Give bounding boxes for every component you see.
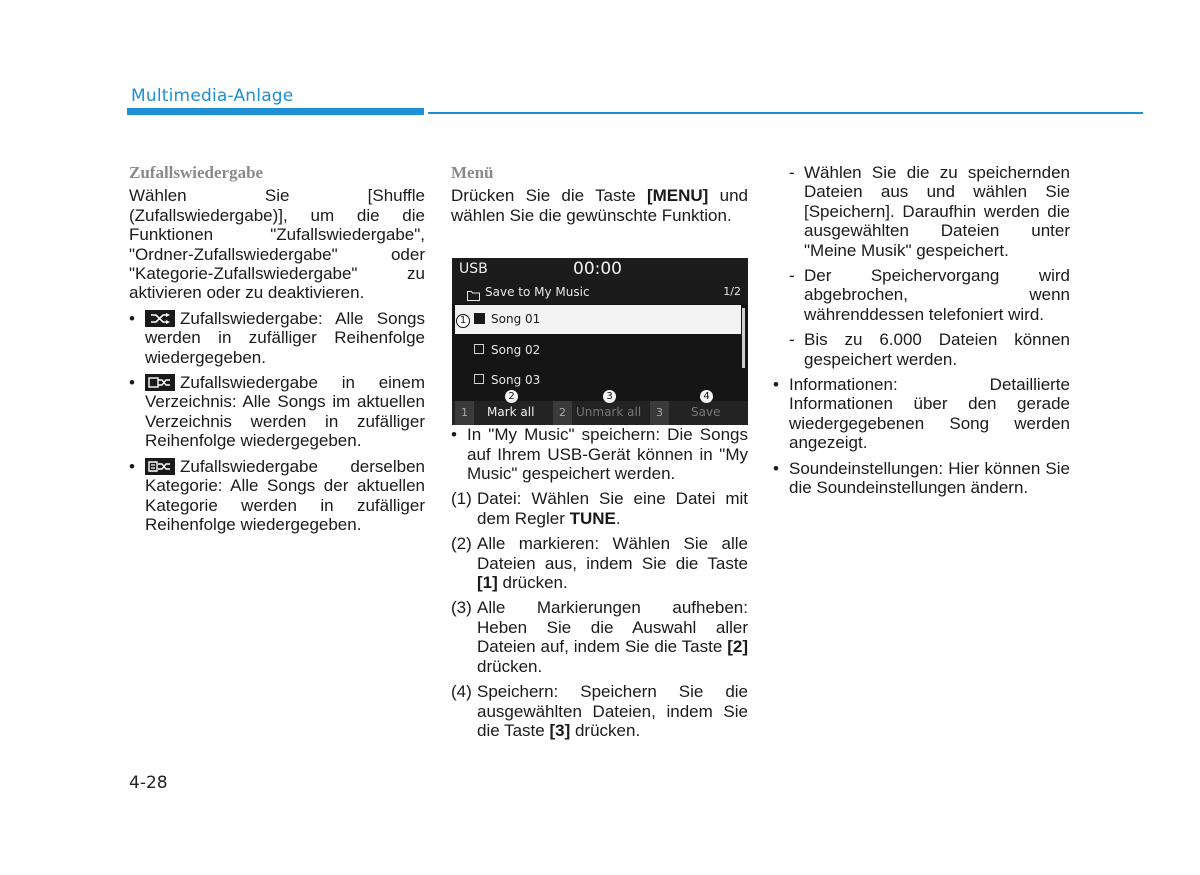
list-item: • Soundeinstellungen: Hier können Sie die Soundeinstellungen ändern. (773, 458, 1070, 498)
song-row-selected[interactable] (455, 305, 741, 334)
list-item: • Zufallswiedergabe: Alle Songs werden in zufälliger Reihenfolge wiedergegeben. (129, 308, 425, 367)
folder-icon (467, 286, 480, 305)
button-number: 1 (455, 401, 474, 425)
callout-number: 1 (456, 314, 470, 328)
checkbox-checked[interactable] (474, 313, 485, 324)
shuffle-all-text: Zufallswiedergabe: Alle Songs werden in zufälliger Reihenfolge wiedergegeben. (145, 308, 425, 367)
screen-scrollbar[interactable] (742, 308, 745, 368)
screen-folder-bar (452, 280, 748, 304)
column-shuffle (129, 163, 425, 540)
shuffle-category-text: Zufallswiedergabe derselben Kategorie: Alle Songs der aktuellen Kategorie werden in zufälliger Reihenfolge wiedergegeben. (145, 456, 425, 534)
list-item: - Wählen Sie die zu speichernden Dateien aus und wählen Sie [Speichern]. Daraufhin werden die ausgewählten Dateien unter "Meine Musik" gespeichert. (789, 163, 1070, 260)
screen-folder-name: Save to My Music (485, 285, 590, 299)
mark-all-button[interactable]: Mark all (487, 405, 535, 419)
song-label: Song 03 (491, 373, 541, 387)
song-label: Song 01 (491, 312, 541, 326)
song-row[interactable] (455, 366, 741, 395)
checkbox[interactable] (474, 344, 484, 354)
song-label: Song 02 (491, 343, 541, 357)
page-number: 4-28 (129, 773, 168, 793)
menu-intro: Drücken Sie die Taste [MENU] und wählen Sie die gewünschte Funktion. (451, 186, 748, 225)
list-item: - Bis zu 6.000 Dateien können gespeichert werden. (789, 330, 1070, 369)
section-title-shuffle: Zufallswiedergabe (129, 163, 264, 182)
column-continued (773, 163, 1070, 504)
callout-number: 2 (505, 390, 518, 403)
header-rule-thick (127, 108, 424, 115)
save-button[interactable]: Save (691, 405, 721, 419)
list-item: (4) Speichern: Speichern Sie die ausgewählten Dateien, indem Sie die Taste [3] drücken. (451, 682, 748, 740)
save-to-my-music-text: In "My Music" speichern: Die Songs auf Ihrem USB-Gerät können in "My Music" gespeichert werden. (467, 425, 748, 484)
menu-key: [MENU] (646, 186, 709, 206)
screen-clock: 00:00 (573, 259, 622, 279)
checkbox[interactable] (474, 374, 484, 384)
section-title-menu: Menü (451, 163, 494, 182)
list-item: - Der Speichervorgang wird abgebrochen, wenn währenddessen telefoniert wird. (789, 266, 1070, 324)
list-item: • In "My Music" speichern: Die Songs auf Ihrem USB-Gerät können in "My Music" gespeichert werden. (451, 425, 748, 484)
screen-source-label: USB (459, 261, 488, 277)
list-item: • Zufallswiedergabe in einem Verzeichnis: Alle Songs im aktuellen Verzeichnis werden in zufälliger Reihenfolge wiedergegeben. (129, 373, 425, 451)
section-header-title: Multimedia-Anlage (131, 86, 294, 106)
song-row[interactable] (455, 336, 741, 365)
shuffle-icon (145, 310, 175, 327)
screen-page-indicator: 1/2 (723, 285, 741, 298)
shuffle-intro: Wählen Sie [Shuffle (Zufallswiedergabe)], um die die Funktionen "Zufallswiedergabe", "Ordner-Zufallswiedergabe" oder "Kategorie-Zufallswiedergabe" zu aktivieren oder zu deaktivieren. (129, 186, 425, 303)
usb-save-screen (452, 258, 748, 425)
category-shuffle-icon (145, 458, 175, 475)
list-item: • Zufallswiedergabe derselben Kategorie: Alle Songs der aktuellen Kategorie werden in zufälliger Reihenfolge wiedergegeben. (129, 456, 425, 534)
folder-shuffle-icon (145, 374, 175, 391)
screen-status-bar (452, 258, 748, 280)
unmark-all-button[interactable]: Unmark all (576, 405, 642, 419)
header-rule-thin (428, 112, 1143, 114)
list-item: (2) Alle markieren: Wählen Sie alle Dateien aus, indem Sie die Taste [1] drücken. (451, 534, 748, 593)
list-item: (1) Datei: Wählen Sie eine Datei mit dem Regler TUNE. (451, 489, 748, 528)
button-number: 2 (553, 401, 572, 425)
list-item: (3) Alle Markierungen aufheben: Heben Sie die Auswahl aller Dateien auf, indem Sie die Taste [2] drücken. (451, 598, 748, 676)
callout-number: 3 (603, 390, 616, 403)
button-number: 3 (650, 401, 669, 425)
callout-number: 4 (700, 390, 713, 403)
column-menu (451, 163, 748, 746)
shuffle-folder-text: Zufallswiedergabe in einem Verzeichnis: Alle Songs im aktuellen Verzeichnis werden in zufälliger Reihenfolge wiedergegeben. (145, 373, 425, 451)
list-item: • Informationen: Detaillierte Informationen über den gerade wiedergegebenen Song werden angezeigt. (773, 375, 1070, 453)
